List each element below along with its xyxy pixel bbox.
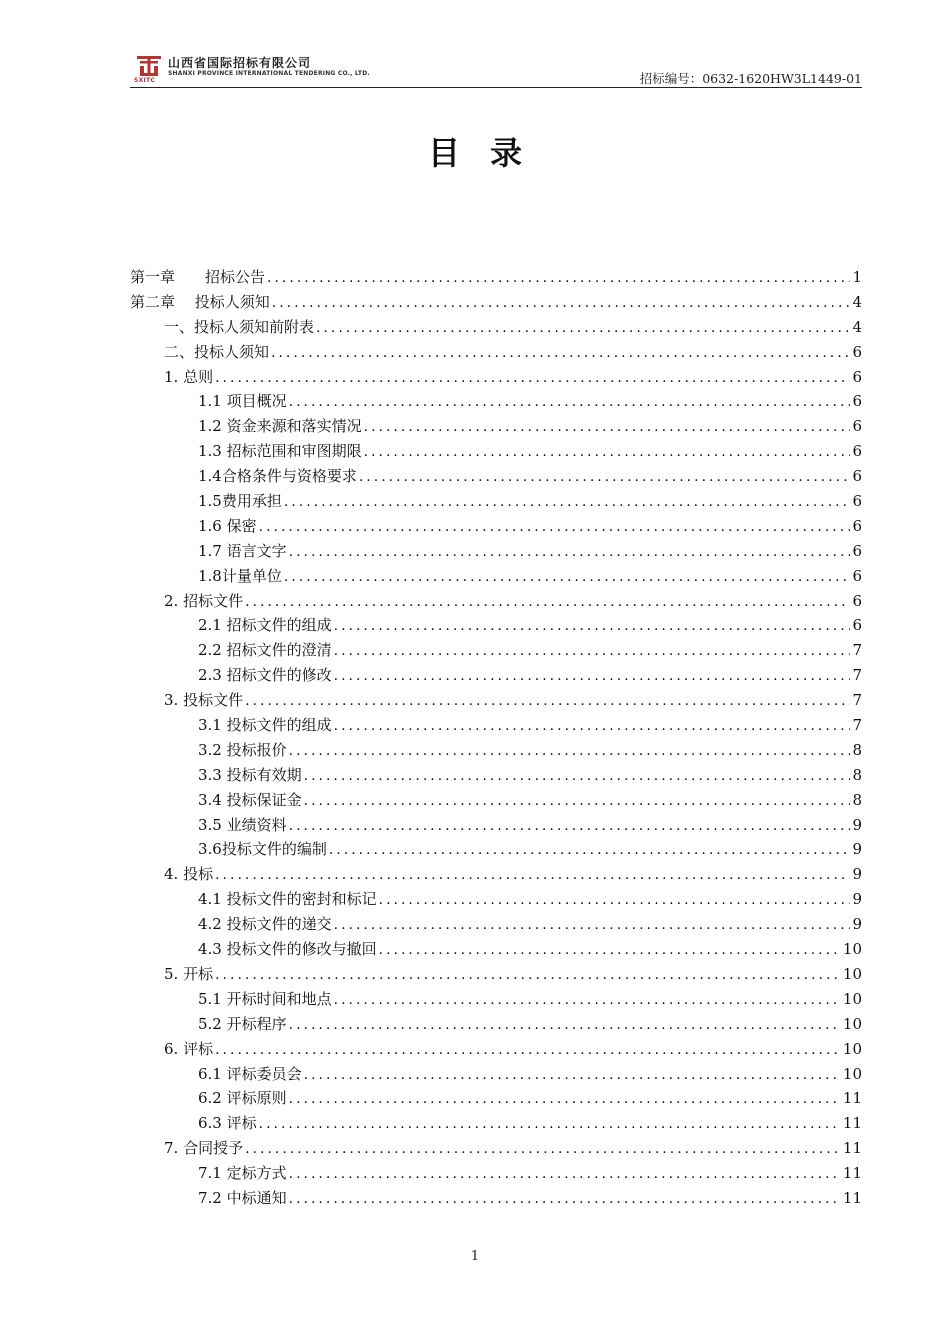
toc-entry-page: 6: [852, 516, 862, 535]
toc-dot-leader: [364, 444, 851, 460]
toc-entry-page: 6: [852, 566, 862, 585]
toc-entry-label: 1.8计量单位: [198, 566, 282, 585]
toc-entry-label: 第二章 投标人须知: [130, 292, 270, 311]
toc-entry[interactable]: [130, 1187, 862, 1212]
toc-entry-label: 6.2 评标原则: [198, 1089, 287, 1108]
toc-entry[interactable]: [130, 639, 862, 664]
toc-entry-label: 7.2 中标通知: [198, 1188, 287, 1207]
toc-entry-page: 7: [852, 641, 862, 660]
toc-entry-label: 7.1 定标方式: [198, 1164, 287, 1183]
toc-entry[interactable]: [130, 490, 862, 515]
toc-entry[interactable]: [130, 963, 862, 988]
toc-dot-leader: [272, 295, 851, 311]
toc-entry[interactable]: [130, 863, 862, 888]
toc-entry[interactable]: [130, 888, 862, 913]
toc-entry-label: 3.5 业绩资料: [198, 815, 287, 834]
toc-entry[interactable]: [130, 689, 862, 714]
toc-entry-label: 二、投标人须知: [164, 342, 270, 361]
toc-dot-leader: [289, 743, 851, 759]
toc-entry[interactable]: [130, 266, 862, 291]
toc-entry-page: 6: [852, 492, 862, 511]
toc-dot-leader: [334, 668, 851, 684]
toc-dot-leader: [289, 1091, 841, 1107]
toc-entry-label: 3.3 投标有效期: [198, 765, 302, 784]
page-header: [130, 48, 862, 88]
toc-entry-label: 4.3 投标文件的修改与撤回: [198, 940, 377, 959]
toc-entry-label: 3.1 投标文件的组成: [198, 716, 332, 735]
toc-entry-page: 6: [852, 392, 862, 411]
toc-entry-label: 6. 评标: [164, 1039, 214, 1058]
toc-entry[interactable]: [130, 739, 862, 764]
toc-dot-leader: [304, 768, 851, 784]
toc-entry[interactable]: [130, 614, 862, 639]
toc-entry[interactable]: [130, 1038, 862, 1063]
toc-dot-leader: [215, 370, 850, 386]
toc-entry-page: 8: [852, 765, 862, 784]
toc-entry-label: 2.1 招标文件的组成: [198, 616, 332, 635]
toc-entry-page: 4: [852, 317, 862, 336]
toc-entry[interactable]: [130, 913, 862, 938]
toc-dot-leader: [329, 842, 851, 858]
toc-entry-page: 7: [852, 691, 862, 710]
toc-entry-page: 10: [842, 940, 862, 959]
toc-entry-label: 2. 招标文件: [164, 591, 244, 610]
toc-entry-page: 9: [852, 890, 862, 909]
toc-entry-page: 6: [852, 367, 862, 386]
toc-entry-label: 5.2 开标程序: [198, 1014, 287, 1033]
toc-entry-label: 1.5费用承担: [198, 492, 282, 511]
toc-entry-label: 3.2 投标报价: [198, 740, 287, 759]
toc-entry[interactable]: [130, 664, 862, 689]
toc-dot-leader: [364, 419, 851, 435]
toc-entry-label: 2.2 招标文件的澄清: [198, 641, 332, 660]
toc-entry-page: 9: [852, 815, 862, 834]
logo-abbreviation: SXITC: [134, 77, 156, 84]
toc-entry-page: 9: [852, 915, 862, 934]
toc-entry-page: 10: [842, 1014, 862, 1033]
toc-entry[interactable]: [130, 838, 862, 863]
toc-entry[interactable]: [130, 1063, 862, 1088]
toc-entry[interactable]: [130, 465, 862, 490]
page-title: 目录: [427, 134, 552, 172]
toc-entry[interactable]: [130, 1013, 862, 1038]
toc-entry-label: 1.3 招标范围和审图期限: [198, 442, 362, 461]
toc-entry-page: 4: [852, 292, 862, 311]
toc-entry-label: 4.2 投标文件的递交: [198, 915, 332, 934]
toc-entry-label: 第一章 招标公告: [130, 268, 266, 286]
toc-entry[interactable]: [130, 415, 862, 440]
toc-dot-leader: [289, 544, 851, 560]
toc-entry-page: 6: [852, 541, 862, 560]
toc-dot-leader: [245, 693, 850, 709]
toc-dot-leader: [245, 594, 850, 610]
toc-dot-leader: [379, 942, 841, 958]
toc-dot-leader: [267, 270, 850, 286]
toc-entry-page: 6: [852, 342, 862, 361]
toc-entry[interactable]: [130, 938, 862, 963]
toc-entry-label: 3. 投标文件: [164, 691, 244, 710]
toc-entry[interactable]: [130, 1162, 862, 1187]
toc-entry-label: 4. 投标: [164, 865, 214, 884]
toc-dot-leader: [245, 1141, 841, 1157]
toc-dot-leader: [289, 818, 851, 834]
toc-entry-label: 3.4 投标保证金: [198, 790, 302, 809]
toc-entry-page: 1: [852, 268, 862, 286]
toc-entry-page: 6: [852, 591, 862, 610]
toc-entry-page: 6: [852, 442, 862, 461]
toc-dot-leader: [304, 793, 851, 809]
toc-entry[interactable]: [130, 714, 862, 739]
toc-entry[interactable]: [130, 764, 862, 789]
toc-entry[interactable]: [130, 789, 862, 814]
toc-dot-leader: [284, 494, 851, 510]
tender-number: 招标编号：0632-1620HW3L1449-01: [639, 71, 862, 86]
toc-entry-label: 6.1 评标委员会: [198, 1064, 302, 1083]
toc-entry[interactable]: [130, 540, 862, 565]
toc-entry[interactable]: [130, 1137, 862, 1162]
toc-entry[interactable]: [130, 390, 862, 415]
toc-entry-page: 11: [842, 1114, 862, 1133]
toc-entry-label: 1.2 资金来源和落实情况: [198, 417, 362, 436]
toc-entry-label: 1. 总则: [164, 367, 214, 386]
toc-dot-leader: [379, 892, 851, 908]
toc-entry[interactable]: [130, 590, 862, 615]
toc-dot-leader: [334, 618, 851, 634]
toc-entry[interactable]: [130, 1087, 862, 1112]
toc-dot-leader: [334, 643, 851, 659]
toc-entry[interactable]: [130, 341, 862, 366]
toc-entry[interactable]: [130, 440, 862, 465]
toc-entry-label: 5. 开标: [164, 964, 214, 983]
toc-dot-leader: [289, 1166, 841, 1182]
toc-entry-page: 11: [842, 1139, 862, 1158]
toc-entry-label: 4.1 投标文件的密封和标记: [198, 890, 377, 909]
toc-entry-label: 1.1 项目概况: [198, 392, 287, 411]
toc-entry-page: 6: [852, 417, 862, 436]
company-name-en: SHANXI PROVINCE INTERNATIONAL TENDERING CO., LTD.: [168, 70, 370, 77]
toc-entry-page: 11: [842, 1188, 862, 1207]
toc-entry-label: 1.4合格条件与资格要求: [198, 467, 357, 486]
toc-dot-leader: [215, 967, 841, 983]
toc-dot-leader: [304, 1067, 841, 1083]
toc-dot-leader: [284, 569, 851, 585]
toc-entry-label: 2.3 招标文件的修改: [198, 666, 332, 685]
toc-dot-leader: [334, 718, 851, 734]
toc-entry-label: 1.6 保密: [198, 516, 257, 535]
toc-dot-leader: [289, 394, 851, 410]
toc-entry-page: 8: [852, 790, 862, 809]
toc-entry[interactable]: [130, 814, 862, 839]
table-of-contents: [130, 266, 862, 1212]
company-name-cn: 山西省国际招标有限公司: [168, 56, 312, 70]
toc-dot-leader: [259, 519, 851, 535]
toc-entry-page: 11: [842, 1089, 862, 1108]
toc-dot-leader: [334, 992, 841, 1008]
page-number: 1: [470, 1249, 480, 1264]
toc-entry-label: 6.3 评标: [198, 1114, 257, 1133]
toc-entry-page: 9: [852, 840, 862, 859]
toc-entry[interactable]: [130, 515, 862, 540]
toc-entry-page: 8: [852, 740, 862, 759]
toc-entry[interactable]: [130, 565, 862, 590]
toc-entry-label: 3.6投标文件的编制: [198, 840, 327, 859]
toc-entry-page: 7: [852, 716, 862, 735]
toc-dot-leader: [271, 345, 850, 361]
toc-dot-leader: [359, 469, 851, 485]
toc-entry[interactable]: [130, 316, 862, 341]
toc-dot-leader: [215, 867, 850, 883]
toc-dot-leader: [334, 917, 851, 933]
header-divider: [130, 87, 862, 88]
toc-entry-page: 9: [852, 865, 862, 884]
toc-entry-page: 10: [842, 964, 862, 983]
toc-entry-label: 5.1 开标时间和地点: [198, 989, 332, 1008]
toc-entry[interactable]: [130, 366, 862, 391]
toc-dot-leader: [289, 1191, 841, 1207]
toc-entry-page: 6: [852, 616, 862, 635]
toc-dot-leader: [289, 1017, 841, 1033]
toc-entry[interactable]: [130, 988, 862, 1013]
toc-entry-page: 10: [842, 989, 862, 1008]
toc-entry-page: 11: [842, 1164, 862, 1183]
toc-entry-page: 10: [842, 1039, 862, 1058]
toc-entry-page: 10: [842, 1064, 862, 1083]
toc-entry-label: 7. 合同授予: [164, 1139, 244, 1158]
toc-entry[interactable]: [130, 291, 862, 316]
toc-dot-leader: [259, 1116, 841, 1132]
toc-entry-page: 6: [852, 467, 862, 486]
toc-entry[interactable]: [130, 1112, 862, 1137]
toc-dot-leader: [215, 1042, 841, 1058]
toc-entry-page: 7: [852, 666, 862, 685]
toc-entry-label: 1.7 语言文字: [198, 541, 287, 560]
toc-dot-leader: [316, 320, 850, 336]
toc-entry-label: 一、投标人须知前附表: [164, 317, 315, 336]
